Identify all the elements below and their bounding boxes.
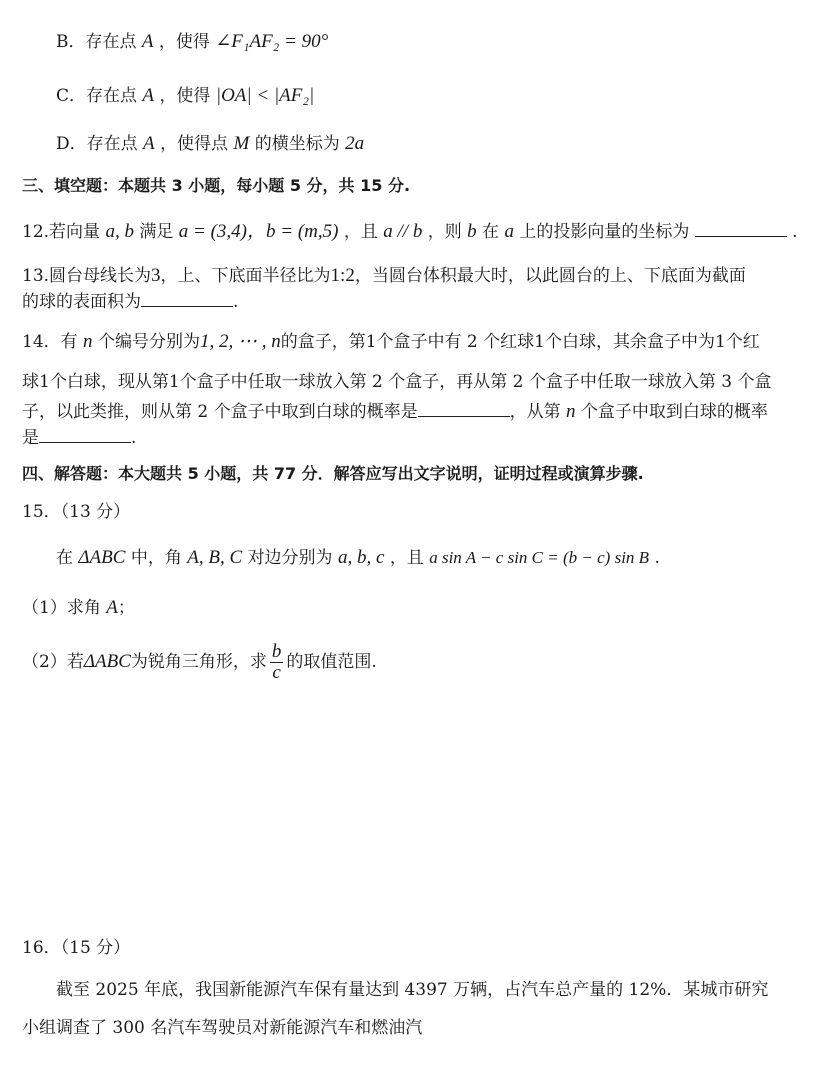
option-c-label: C．存在点 — [56, 86, 138, 106]
option-b-var: A — [141, 31, 154, 52]
q15-part: （1）求角 — [22, 598, 101, 618]
fraction-numerator: b — [271, 641, 282, 662]
answer-blank[interactable] — [141, 290, 233, 307]
option-d-tail: 的横坐标为 — [254, 134, 340, 154]
section4-header: 四、解答题：本大题共 5 小题，共 77 分．解答应写出文字说明，证明过程或演算步骤. — [22, 464, 644, 483]
question-12 — [22, 220, 798, 244]
option-c-var: A — [142, 85, 155, 106]
answer-blank[interactable] — [418, 400, 510, 417]
q15-end: . — [654, 548, 660, 568]
option-d-expr: 2a — [345, 133, 365, 154]
q12-vectors: a, b — [105, 221, 134, 242]
option-b-expr: ∠F₁AF₂ = 90° — [215, 31, 329, 52]
answer-blank[interactable] — [695, 220, 787, 237]
q15-angle-a: A — [106, 597, 118, 618]
q15-part: 在 — [56, 548, 73, 568]
q15-title: 15．（13 分） — [22, 502, 131, 522]
q15-part: 为锐角三角形，求 — [130, 652, 267, 672]
question-13-line-1 — [22, 264, 746, 288]
fraction-denominator: c — [272, 662, 281, 683]
q14-part: 的盒子，第1个盒子中有 2 个红球1个白球，其余盒子中为1个红 — [280, 332, 760, 352]
option-d-mid: ，使得点 — [160, 134, 229, 154]
q13-length: 3 — [151, 265, 161, 286]
section3-header: 三、填空题：本题共 3 小题，每小题 5 分，共 15 分. — [22, 176, 411, 195]
question-13-line-2 — [22, 290, 238, 314]
q15-part: （2）若 — [22, 652, 84, 672]
q14-part: 个编号分别为 — [97, 332, 200, 352]
q15-triangle: ΔABC — [78, 547, 126, 568]
q12-end: . — [792, 222, 798, 242]
q12-part: ，则 — [427, 222, 462, 242]
q15-part-2 — [22, 642, 377, 683]
q12-vector-a: a — [504, 221, 514, 242]
q13-ratio: 1:2 — [330, 265, 355, 286]
option-c-expr: |OA| < |AF₂| — [215, 85, 315, 106]
q15-part: ，且 — [389, 548, 424, 568]
q16-title: 16．（15 分） — [22, 938, 131, 958]
q15-sides: a, b, c — [337, 547, 385, 568]
q14-part: ，从第 — [509, 402, 561, 422]
q13-part: 13.圆台母线长为 — [22, 266, 152, 286]
q13-part: ，上、下底面半径比为 — [160, 266, 331, 286]
option-d-var: A — [143, 133, 155, 154]
q12-part: 满足 — [139, 222, 174, 242]
option-d-var2: M — [233, 133, 250, 154]
q14-part: 子，以此类推，则从第 2 个盒子中取到白球的概率是 — [22, 402, 418, 422]
q15-part: 中，角 — [130, 548, 182, 568]
q14-part: 是 — [22, 428, 39, 448]
option-c-mid: ，使得 — [159, 86, 211, 106]
q14-n: n — [566, 401, 576, 422]
q12-part: 上的投影向量的坐标为 — [519, 222, 690, 242]
option-c — [56, 84, 314, 108]
q15-equation: a sin A − c sin C = (b − c) sin B — [429, 548, 650, 567]
q15-part-1 — [22, 596, 135, 620]
q12-part: ，且 — [343, 222, 378, 242]
q13-end: . — [233, 292, 239, 312]
q16-line-2: 小组调查了 300 名汽车驾驶员对新能源汽车和燃油汽 — [22, 1018, 423, 1038]
q16-line-1: 截至 2025 年底，我国新能源汽车保有量达到 4397 万辆，占汽车总产量的 12%．某城市研究 — [56, 980, 769, 1000]
option-d — [56, 132, 364, 156]
answer-blank[interactable] — [39, 426, 131, 443]
q14-n: n — [83, 331, 93, 352]
q15-part: ； — [117, 598, 135, 618]
q15-part: 对边分别为 — [247, 548, 333, 568]
question-14-line-3 — [22, 400, 768, 424]
q12-values: a = (3,4)，b = (m,5) — [178, 221, 339, 242]
q14-sequence: 1, 2, ⋯ , n — [199, 331, 281, 352]
q14-part: 14．有 — [22, 332, 78, 352]
option-b-mid: ，使得 — [158, 32, 210, 52]
q12-parallel: a // b — [383, 221, 423, 242]
question-14-line-1 — [22, 330, 760, 354]
option-b-label: B．存在点 — [56, 32, 137, 52]
q15-triangle: ΔABC — [83, 651, 131, 672]
q13-part: ，当圆台体积最大时，以此圆台的上、下底面为截面 — [354, 266, 746, 286]
option-d-label: D．存在点 — [56, 134, 138, 154]
q15-stem — [56, 546, 660, 570]
q15-angles: A, B, C — [187, 547, 243, 568]
question-14-line-2: 球1个白球，现从第1个盒子中任取一球放入第 2 个盒子，再从第 2 个盒子中任取一球放入第 3 个盒 — [22, 372, 772, 392]
q12-vector-b: b — [467, 221, 477, 242]
q14-end: . — [131, 428, 137, 448]
q15-part: 的取值范围. — [286, 652, 377, 672]
q12-part: 在 — [482, 222, 500, 242]
fraction-b-over-c — [270, 642, 284, 683]
question-14-line-4 — [22, 426, 136, 450]
option-b — [56, 30, 328, 54]
q14-part: 个盒子中取到白球的概率 — [580, 402, 768, 422]
q12-part: 12.若向量 — [22, 222, 101, 242]
q13-part: 的球的表面积为 — [22, 292, 141, 312]
page-fade-overlay — [422, 1010, 822, 1066]
